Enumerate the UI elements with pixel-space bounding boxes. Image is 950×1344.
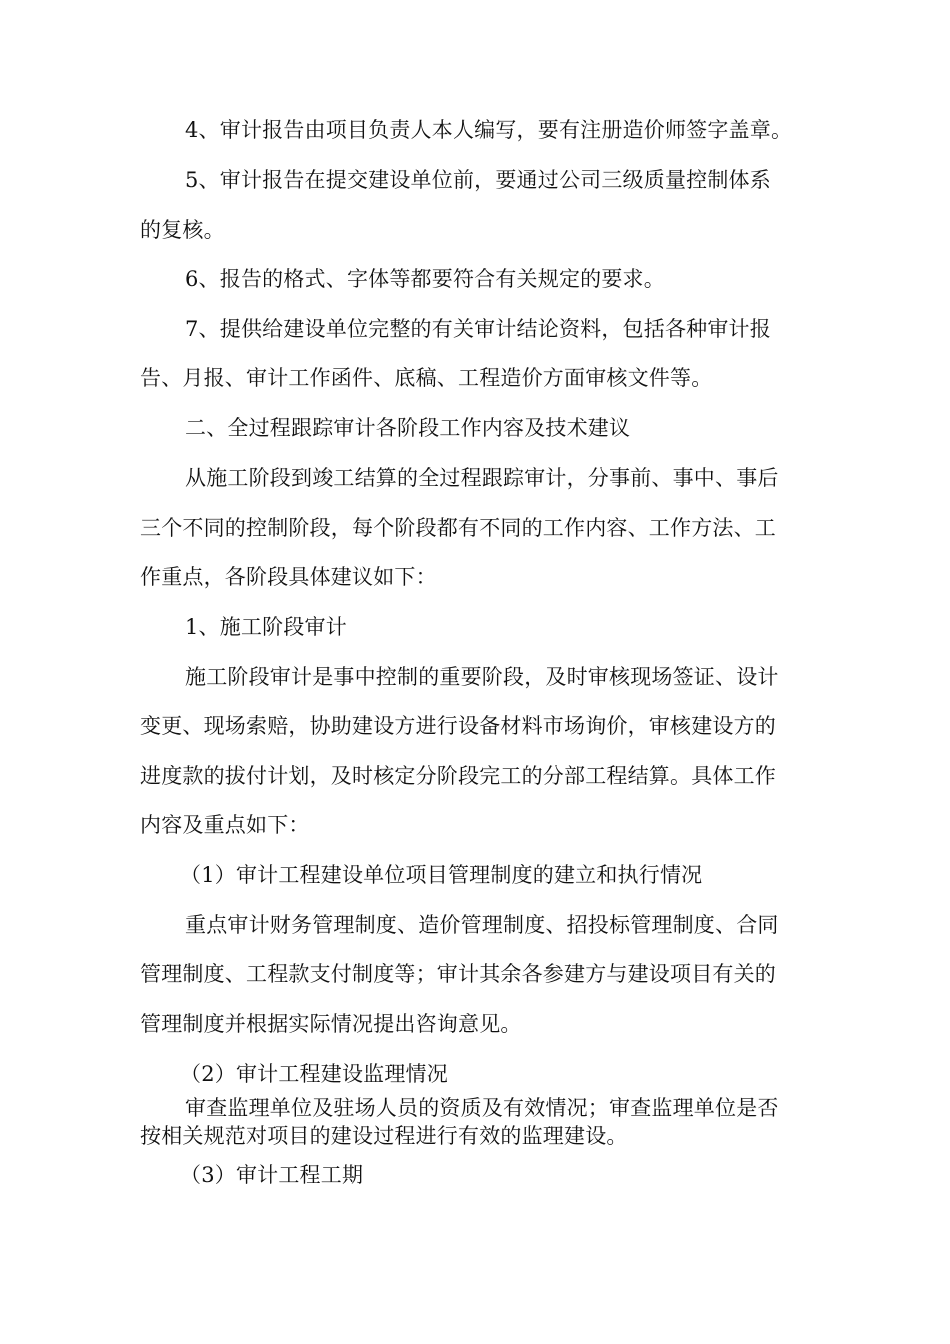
paragraph-line: 的复核。 bbox=[140, 218, 225, 242]
paragraph-line: 进度款的拔付计划，及时核定分阶段完工的分部工程结算。具体工作 bbox=[140, 764, 776, 788]
paragraph-line: 7、提供给建设单位完整的有关审计结论资料，包括各种审计报 bbox=[185, 317, 771, 341]
item-heading: （2）审计工程建设监理情况 bbox=[180, 1062, 448, 1086]
paragraph-line: 变更、现场索赔，协助建设方进行设备材料市场询价，审核建设方的 bbox=[140, 714, 776, 738]
paragraph-line: 6、报告的格式、字体等都要符合有关规定的要求。 bbox=[185, 267, 665, 291]
paragraph-line: 施工阶段审计是事中控制的重要阶段，及时审核现场签证、设计 bbox=[185, 665, 779, 689]
paragraph-line: 管理制度并根据实际情况提出咨询意见。 bbox=[140, 1012, 522, 1036]
item-heading: （1）审计工程建设单位项目管理制度的建立和执行情况 bbox=[180, 863, 703, 887]
paragraph-line: 告、月报、审计工作函件、底稿、工程造价方面审核文件等。 bbox=[140, 366, 713, 390]
item-heading: （3）审计工程工期 bbox=[180, 1163, 364, 1187]
paragraph-line: 作重点，各阶段具体建议如下： bbox=[140, 565, 437, 589]
paragraph-line: 按相关规范对项目的建设过程进行有效的监理建设。 bbox=[140, 1124, 628, 1148]
paragraph-line: 管理制度、工程款支付制度等；审计其余各参建方与建设项目有关的 bbox=[140, 962, 776, 986]
paragraph-line: 内容及重点如下： bbox=[140, 813, 310, 837]
section-heading: 二、全过程跟踪审计各阶段工作内容及技术建议 bbox=[185, 416, 631, 440]
subsection-heading: 1、施工阶段审计 bbox=[185, 615, 347, 639]
paragraph-line: 5、审计报告在提交建设单位前，要通过公司三级质量控制体系 bbox=[185, 168, 771, 192]
paragraph-line: 审查监理单位及驻场人员的资质及有效情况；审查监理单位是否 bbox=[185, 1096, 779, 1120]
paragraph-line: 重点审计财务管理制度、造价管理制度、招投标管理制度、合同 bbox=[185, 913, 779, 937]
paragraph-line: 4、审计报告由项目负责人本人编写，要有注册造价师签字盖章。 bbox=[185, 118, 793, 142]
paragraph-line: 三个不同的控制阶段，每个阶段都有不同的工作内容、工作方法、工 bbox=[140, 516, 776, 540]
paragraph-line: 从施工阶段到竣工结算的全过程跟踪审计，分事前、事中、事后 bbox=[185, 466, 779, 490]
